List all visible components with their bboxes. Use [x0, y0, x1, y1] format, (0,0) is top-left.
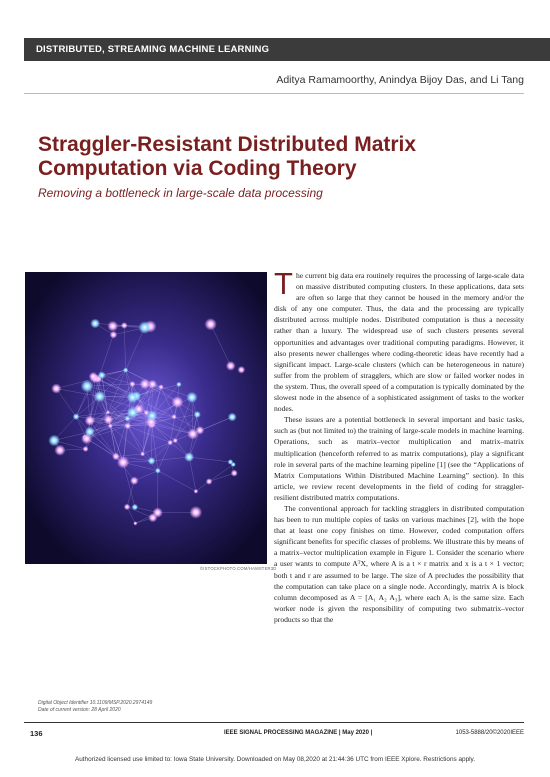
- network-node: [206, 478, 213, 485]
- version-date: Date of current version: 28 April 2020: [38, 707, 121, 713]
- article-subtitle: Removing a bottleneck in large-scale data processing: [38, 186, 323, 200]
- header-rule: [24, 93, 524, 94]
- network-node: [83, 446, 89, 452]
- network-node: [121, 322, 128, 329]
- network-illustration: [25, 272, 267, 564]
- network-node: [133, 521, 137, 525]
- network-node: [94, 391, 105, 402]
- article-title: Straggler-Resistant Distributed Matrix Computation via Coding Theory: [38, 133, 417, 180]
- network-node: [106, 410, 110, 414]
- body-text: [274, 270, 524, 688]
- network-node: [90, 319, 100, 329]
- network-node: [152, 507, 162, 517]
- footer-rule: [24, 722, 524, 723]
- page-number: 136: [30, 729, 43, 738]
- network-node: [186, 392, 197, 403]
- network-node: [81, 380, 94, 393]
- doi-text: Digital Object Identifier 10.1109/MSP.2020.2974149: [38, 700, 153, 706]
- network-node: [48, 435, 60, 447]
- network-node: [194, 411, 201, 418]
- network-node: [172, 396, 184, 408]
- network-node: [138, 321, 151, 334]
- network-node: [184, 452, 194, 462]
- network-node: [158, 384, 163, 389]
- image-credit: ©ISTOCKPHOTO.COM/HAMSTER3D: [200, 566, 277, 571]
- network-node: [228, 413, 237, 422]
- network-node: [85, 415, 95, 425]
- network-node: [127, 392, 139, 404]
- network-node: [173, 438, 178, 443]
- paragraph-text: he current big data era routinely requires the processing of large-scale data on massive distributed computing clusters. In these applications, data sets are often so large that they cannot be housed in the memory and/or the disk of any one computer. Thus, the data and the processing are typically distributed across multiple nodes. Distributed computation is thus a necessity rather than a luxury. The widespread use of such clusters presents several opportunities and advantages over traditional computing paradigms. However, it also presents newer challenges where coding-theoretic ideas have recently had a significant impact. Large-scale clusters (which can be heterogeneous in nature) suffer from the problem of stragglers, which are slow or failed worker nodes in the system. Thus, the overall speed of a computation is typically dominated by the slowest node in the absence of a sophisticated assignment of tasks to the worker nodes.: [274, 271, 524, 414]
- network-node: [132, 504, 138, 510]
- network-node: [189, 506, 202, 519]
- page-footer: [24, 729, 524, 741]
- paragraph: These issues are a potential bottleneck in several important and basic tasks, such as (but not limited to) the training of large-scale models in machine learning. Operations, such as matrix–vector multiplication and matrix–matrix multiplication (henceforth referred to as matrix computations), play a significant role in several parts of the machine learning pipeline [1] (see the “Applications of Matrix Computations Within Distributed Machine Learning” section). In this article, we review recent developments in the field of coding for straggler-resilient distributed matrix computations.: [274, 415, 524, 502]
- network-node: [104, 415, 114, 425]
- network-node: [144, 410, 150, 416]
- network-node: [123, 367, 128, 372]
- network-node: [127, 407, 139, 419]
- paragraph: [274, 270, 524, 414]
- network-node: [73, 413, 80, 420]
- access-note: Authorized licensed use limited to: Iowa State University. Downloaded on May 08,2020 at 21:44:36 UTC from IEEE Xplore. Restrictions apply.: [74, 756, 476, 763]
- network-node: [110, 331, 118, 339]
- network-node: [167, 440, 173, 446]
- network-node: [124, 504, 130, 510]
- network-node: [129, 381, 135, 387]
- network-node: [231, 470, 238, 477]
- network-node: [194, 489, 199, 494]
- network-node: [124, 423, 131, 430]
- network-node: [130, 476, 139, 485]
- network-node: [148, 380, 157, 389]
- hero-image: [25, 272, 267, 564]
- doi-block: [38, 700, 238, 714]
- network-node: [107, 321, 118, 332]
- network-node: [155, 468, 161, 474]
- issn: 1053-5888/20©2020IEEE: [455, 730, 524, 736]
- dropcap: T: [274, 270, 293, 301]
- network-node: [89, 372, 98, 381]
- magazine-name: IEEE SIGNAL PROCESSING MAGAZINE | May 2020 |: [224, 730, 373, 736]
- network-node: [204, 318, 216, 330]
- network-node: [85, 427, 95, 437]
- network-node: [51, 383, 61, 393]
- section-banner: DISTRIBUTED, STREAMING MACHINE LEARNING: [24, 38, 550, 61]
- network-node: [140, 452, 145, 457]
- network-node: [54, 445, 65, 456]
- network-node: [117, 456, 129, 468]
- network-node: [231, 462, 236, 467]
- network-node: [238, 366, 246, 374]
- network-node: [148, 457, 156, 465]
- paragraph: The conventional approach for tackling stragglers in distributed computation has been to run multiple copies of tasks on various machines [2], with the hope that at least one copy finishes on time. However, coded computation offers significant benefits for specific classes of problems. We illustrate this by means of a matrix–vector multiplication example in Figure 1. Consider the scenario where a user wants to compute AᵀX, where A is a t × r matrix and x is a t × 1 vector; both t and r are assumed to be large. The size of A precludes the possibility that the computation can take place on a single node. Accordingly, matrix A is block column decomposed as A = [A₁ A₂ A₃], where each Aᵢ is the same size. Each worker node is given the responsibility of computing two submatrix–vector products so that the: [274, 503, 524, 624]
- network-node: [171, 414, 176, 419]
- authors: Aditya Ramamoorthy, Anindya Bijoy Das, and Li Tang: [276, 74, 524, 86]
- network-node: [187, 428, 198, 439]
- network-node: [176, 382, 181, 387]
- network-node: [226, 361, 236, 371]
